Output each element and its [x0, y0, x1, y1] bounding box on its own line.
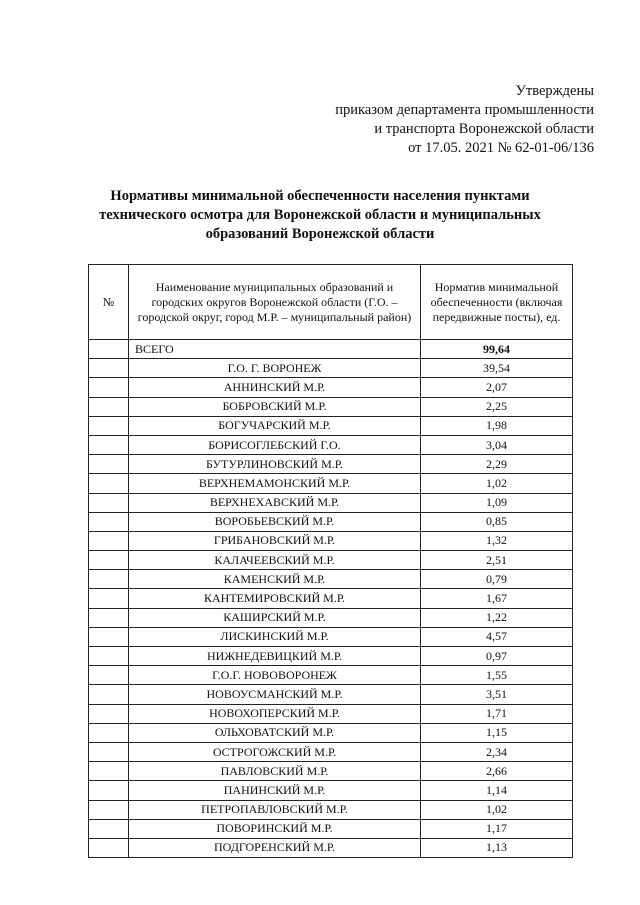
norms-table	[88, 264, 573, 858]
row-name-cell: ПАНИНСКИЙ М.Р.	[129, 781, 421, 800]
row-name-cell: АННИНСКИЙ М.Р.	[129, 378, 421, 397]
row-name-cell: Г.О.Г. НОВОВОРОНЕЖ	[129, 666, 421, 685]
row-value-cell: 0,85	[421, 512, 573, 531]
row-number-cell	[89, 531, 129, 550]
total-row	[89, 340, 573, 359]
row-number-cell	[89, 589, 129, 608]
row-name-cell: ПЕТРОПАВЛОВСКИЙ М.Р.	[129, 800, 421, 819]
row-name-cell: ПАВЛОВСКИЙ М.Р.	[129, 762, 421, 781]
table-row	[89, 378, 573, 397]
row-value-cell: 2,66	[421, 762, 573, 781]
row-number-cell	[89, 378, 129, 397]
table-header-row	[89, 265, 573, 340]
approval-block	[335, 82, 594, 158]
row-value-cell: 1,71	[421, 704, 573, 723]
row-name-cell: КАШИРСКИЙ М.Р.	[129, 608, 421, 627]
row-value-cell: 2,25	[421, 397, 573, 416]
table-row	[89, 455, 573, 474]
table-row	[89, 493, 573, 512]
approval-line-4: от 17.05. 2021 № 62-01-06/136	[408, 140, 594, 156]
row-value-cell: 3,04	[421, 435, 573, 454]
title-line-1: Нормативы минимальной обеспеченности населения пунктами	[110, 188, 530, 204]
row-number-cell	[89, 570, 129, 589]
row-number-cell	[89, 666, 129, 685]
row-value-cell: 2,51	[421, 551, 573, 570]
row-value-cell: 1,15	[421, 723, 573, 742]
row-value-cell: 1,67	[421, 589, 573, 608]
row-number-cell	[89, 416, 129, 435]
table-row	[89, 800, 573, 819]
row-number-cell	[89, 781, 129, 800]
table-row	[89, 704, 573, 723]
row-name-cell: БОРИСОГЛЕБСКИЙ Г.О.	[129, 435, 421, 454]
row-number-cell	[89, 493, 129, 512]
table-row	[89, 589, 573, 608]
title-line-2: технического осмотра для Воронежской области и муниципальных	[99, 207, 541, 223]
row-number-cell	[89, 685, 129, 704]
row-name-cell: ПОВОРИНСКИЙ М.Р.	[129, 819, 421, 838]
table-row	[89, 570, 573, 589]
row-name-cell: ПОДГОРЕНСКИЙ М.Р.	[129, 838, 421, 857]
row-name-cell: ВЕРХНЕМАМОНСКИЙ М.Р.	[129, 474, 421, 493]
table-row	[89, 666, 573, 685]
table-row	[89, 838, 573, 857]
row-name-cell: ВЕРХНЕХАВСКИЙ М.Р.	[129, 493, 421, 512]
row-number-cell	[89, 512, 129, 531]
row-name-cell: КАМЕНСКИЙ М.Р.	[129, 570, 421, 589]
table-row	[89, 435, 573, 454]
row-number-cell	[89, 704, 129, 723]
table-row	[89, 647, 573, 666]
row-name-cell: БУТУРЛИНОВСКИЙ М.Р.	[129, 455, 421, 474]
row-number-cell	[89, 608, 129, 627]
table-row	[89, 359, 573, 378]
row-value-cell: 1,13	[421, 838, 573, 857]
document-title	[60, 187, 580, 244]
table-row	[89, 551, 573, 570]
row-value-cell: 1,14	[421, 781, 573, 800]
row-number-cell	[89, 723, 129, 742]
total-value-cell: 99,64	[421, 340, 573, 359]
table-row	[89, 416, 573, 435]
row-value-cell: 0,79	[421, 570, 573, 589]
header-number: №	[89, 265, 129, 340]
row-value-cell: 2,34	[421, 742, 573, 761]
table-body	[89, 340, 573, 858]
row-value-cell: 1,55	[421, 666, 573, 685]
row-number-cell	[89, 819, 129, 838]
table-row	[89, 531, 573, 550]
approval-line-3: и транспорта Воронежской области	[374, 121, 594, 137]
row-value-cell: 1,22	[421, 608, 573, 627]
row-value-cell: 1,98	[421, 416, 573, 435]
row-number-cell	[89, 800, 129, 819]
row-value-cell: 1,17	[421, 819, 573, 838]
total-name-cell: ВСЕГО	[129, 340, 421, 359]
row-number-cell	[89, 742, 129, 761]
total-number-cell	[89, 340, 129, 359]
row-value-cell: 1,32	[421, 531, 573, 550]
row-number-cell	[89, 474, 129, 493]
table-row	[89, 819, 573, 838]
row-value-cell: 3,51	[421, 685, 573, 704]
row-name-cell: КАНТЕМИРОВСКИЙ М.Р.	[129, 589, 421, 608]
row-value-cell: 1,02	[421, 474, 573, 493]
title-line-3: образований Воронежской области	[205, 226, 435, 242]
row-number-cell	[89, 838, 129, 857]
row-value-cell: 1,02	[421, 800, 573, 819]
row-name-cell: ОСТРОГОЖСКИЙ М.Р.	[129, 742, 421, 761]
row-name-cell: ГРИБАНОВСКИЙ М.Р.	[129, 531, 421, 550]
row-number-cell	[89, 551, 129, 570]
row-number-cell	[89, 647, 129, 666]
row-value-cell: 2,07	[421, 378, 573, 397]
header-value: Норматив минимальной обеспеченности (включая передвижные посты), ед.	[421, 265, 573, 340]
table-row	[89, 685, 573, 704]
row-value-cell: 4,57	[421, 627, 573, 646]
table-row	[89, 781, 573, 800]
approval-line-2: приказом департамента промышленности	[335, 102, 594, 118]
table-row	[89, 512, 573, 531]
row-number-cell	[89, 435, 129, 454]
row-name-cell: ЛИСКИНСКИЙ М.Р.	[129, 627, 421, 646]
row-name-cell: НИЖНЕДЕВИЦКИЙ М.Р.	[129, 647, 421, 666]
row-name-cell: ОЛЬХОВАТСКИЙ М.Р.	[129, 723, 421, 742]
header-name: Наименование муниципальных образований и городских округов Воронежской области (Г.О. – городской округ, город М.Р. – муниципальный район)	[129, 265, 421, 340]
row-value-cell: 0,97	[421, 647, 573, 666]
table-row	[89, 723, 573, 742]
table-row	[89, 397, 573, 416]
row-name-cell: НОВОХОПЕРСКИЙ М.Р.	[129, 704, 421, 723]
table-row	[89, 742, 573, 761]
row-name-cell: Г.О. Г. ВОРОНЕЖ	[129, 359, 421, 378]
row-number-cell	[89, 455, 129, 474]
row-number-cell	[89, 359, 129, 378]
row-number-cell	[89, 397, 129, 416]
row-value-cell: 1,09	[421, 493, 573, 512]
table-row	[89, 627, 573, 646]
row-name-cell: КАЛАЧЕЕВСКИЙ М.Р.	[129, 551, 421, 570]
table-row	[89, 762, 573, 781]
row-value-cell: 39,54	[421, 359, 573, 378]
table-row	[89, 474, 573, 493]
approval-line-1: Утверждены	[515, 83, 594, 99]
row-name-cell: НОВОУСМАНСКИЙ М.Р.	[129, 685, 421, 704]
row-name-cell: ВОРОБЬЕВСКИЙ М.Р.	[129, 512, 421, 531]
row-name-cell: БОГУЧАРСКИЙ М.Р.	[129, 416, 421, 435]
row-value-cell: 2,29	[421, 455, 573, 474]
row-number-cell	[89, 627, 129, 646]
table-row	[89, 608, 573, 627]
row-number-cell	[89, 762, 129, 781]
row-name-cell: БОБРОВСКИЙ М.Р.	[129, 397, 421, 416]
